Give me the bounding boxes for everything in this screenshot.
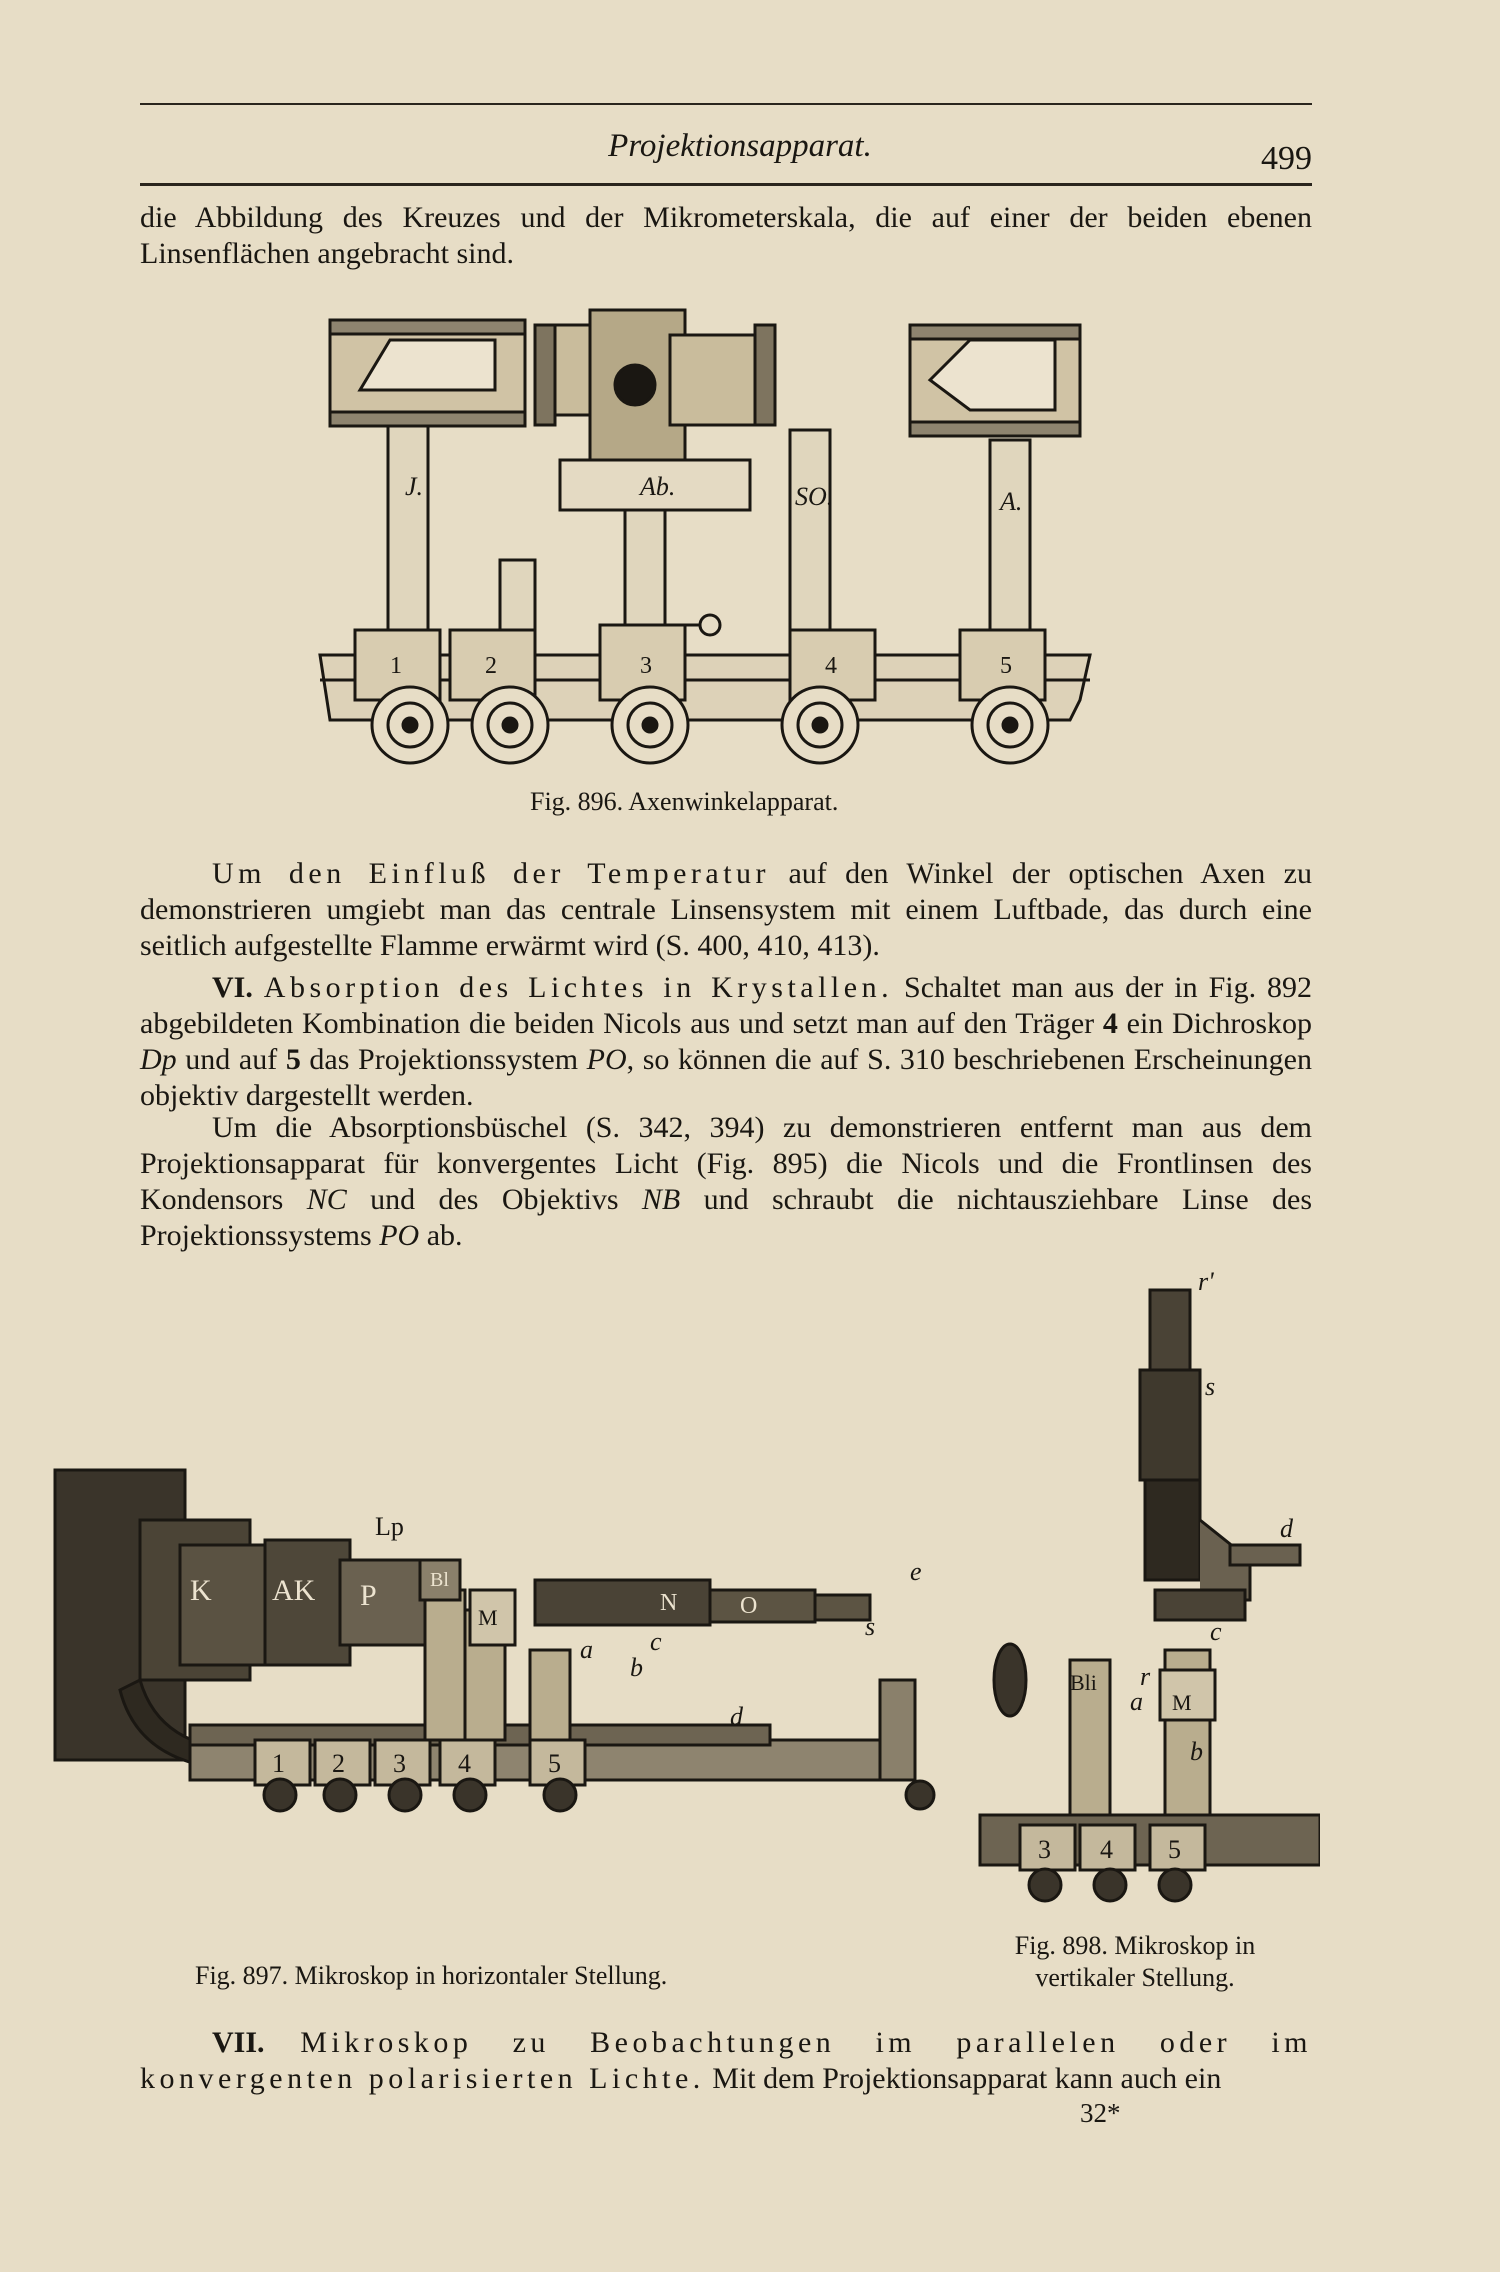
section-vi-text-4: das Projektionssystem — [300, 1043, 587, 1076]
fig897-caption: Fig. 897. Mikroskop in horizontaler Stellung. — [195, 1961, 668, 1990]
fig896-carriage-4: 4 — [825, 653, 837, 679]
fig898-label-m: M — [1172, 1690, 1192, 1715]
fig898-label-d: d — [1280, 1514, 1293, 1543]
fig897-label-c: c — [650, 1627, 662, 1656]
absorption-text-4: ab. — [419, 1219, 463, 1252]
absorption-paragraph — [140, 1110, 1312, 1254]
absorption-text-2: und des Objektivs — [346, 1183, 642, 1216]
temperature-rest: auf den Winkel der optischen Axen zu demonstrieren umgiebt man das centrale Linsensystem mit einem Luftbade, das durch eine seitlich aufgestellte Flamme erwärmt wird (S. 400, 410, 413). — [140, 857, 1312, 962]
fig897-label-o: O — [740, 1593, 758, 1619]
header-bottom-rule — [140, 183, 1312, 186]
fig898-caption-line2: vertikaler Stellung. — [1035, 1963, 1235, 1992]
fig896-carriage-3: 3 — [640, 653, 652, 679]
fig898-label-r: r — [1140, 1662, 1151, 1691]
section-vii-title: Mikroskop zu Beobachtungen im parallelen oder im konvergenten polarisierten Lichte. — [140, 2026, 1313, 2095]
fig897-carriage-1: 1 — [272, 1749, 285, 1778]
absorption-nc: NC — [306, 1183, 347, 1216]
fig897-label-lp: Lp — [375, 1512, 404, 1541]
absorption-po: PO — [379, 1219, 420, 1252]
fig898-label-b: b — [1190, 1737, 1203, 1766]
fig897-carriage-2: 2 — [332, 1749, 345, 1778]
fig897-carriage-3: 3 — [393, 1749, 406, 1778]
fig898-label-bli: Bli — [1070, 1670, 1097, 1695]
fig896-label-j: J. — [405, 472, 424, 501]
fig898-label-r-prime: r' — [1198, 1267, 1214, 1296]
section-vi-text-2: ein Dichroskop — [1117, 1007, 1313, 1040]
fig898-carriage-3: 3 — [1038, 1835, 1051, 1864]
running-head: Projektionsapparat. — [608, 128, 872, 164]
fig897-label-d: d — [730, 1702, 743, 1731]
section-vi-paragraph — [140, 970, 1312, 1114]
fig897-carriage-5: 5 — [548, 1749, 561, 1778]
section-vii-rest: Mit dem Projektionsapparat kann auch ein — [704, 2062, 1222, 2095]
intro-paragraph: die Abbildung des Kreuzes und der Mikrometerskala, die auf einer der beiden ebenen Linsenflächen angebracht sind. — [140, 201, 1312, 270]
fig898-caption — [970, 1930, 1300, 1994]
section-vi-number: VI. — [212, 971, 253, 1004]
absorption-text-3: und schraubt die nichtausziehbare Linse des Projektionssystems — [140, 1183, 1313, 1252]
fig898-label-s: s — [1205, 1372, 1216, 1401]
fig897-label-ak: AK — [272, 1574, 316, 1607]
mikroskop-vertikal-illustration — [960, 1260, 1320, 1910]
section-vi-title: Absorption des Lichtes in Krystallen. — [263, 971, 894, 1004]
section-vi-carrier-5: 5 — [285, 1043, 301, 1076]
figure-898 — [960, 1260, 1320, 1910]
section-vi-carrier-4: 4 — [1102, 1007, 1118, 1040]
mikroskop-horizontal-illustration — [50, 1450, 940, 1830]
fig896-label-so: SO. — [795, 482, 834, 511]
fig897-label-n: N — [660, 1590, 678, 1616]
page-number: 499 — [1261, 140, 1312, 177]
fig898-label-c: c — [1210, 1617, 1222, 1646]
absorption-nb: NB — [641, 1183, 681, 1216]
figure-896 — [310, 280, 1110, 780]
fig897-label-b: b — [630, 1653, 643, 1682]
axenwinkelapparat-illustration — [310, 280, 1110, 780]
temperature-paragraph — [140, 856, 1312, 964]
fig896-label-ab: Ab. — [640, 472, 676, 501]
fig897-label-k: K — [190, 1574, 212, 1607]
section-vi-text-1: Schaltet man aus der in Fig. 892 abgebildeten Kombination die beiden Nicols aus und setzt man auf den Träger — [140, 971, 1313, 1040]
fig896-label-a: A. — [1000, 487, 1023, 516]
fig898-carriage-5: 5 — [1168, 1835, 1181, 1864]
fig897-carriage-4: 4 — [458, 1749, 471, 1778]
header-top-rule — [140, 103, 1312, 105]
fig897-label-m: M — [478, 1605, 498, 1630]
fig897-label-s: s — [865, 1612, 876, 1641]
fig897-label-a: a — [580, 1635, 593, 1664]
fig896-carriage-5: 5 — [1000, 653, 1012, 679]
fig897-label-p: P — [360, 1579, 377, 1612]
fig898-label-a: a — [1130, 1687, 1143, 1716]
fig896-carriage-1: 1 — [390, 653, 402, 679]
fig898-carriage-4: 4 — [1100, 1835, 1113, 1864]
signature-mark: 32* — [1080, 2098, 1121, 2128]
section-vii-paragraph — [140, 2025, 1312, 2097]
fig897-label-e: e — [910, 1557, 922, 1586]
fig896-carriage-2: 2 — [485, 653, 497, 679]
fig898-caption-line1: Fig. 898. Mikroskop in — [1014, 1931, 1256, 1960]
section-vi-dp: Dp — [140, 1043, 177, 1076]
temperature-lead: Um den Einfluß der Temperatur — [212, 857, 771, 890]
fig896-caption: Fig. 896. Axenwinkelapparat. — [530, 787, 839, 816]
section-vii-number: VII. — [212, 2026, 265, 2059]
figure-897 — [50, 1450, 940, 1830]
fig897-label-bl: Bl — [430, 1569, 449, 1591]
absorption-text-1: Um die Absorptionsbüschel (S. 342, 394) zu demonstrieren entfernt man aus dem Projektionsapparat für konvergentes Licht (Fig. 895) die Nicols und die Frontlinsen des Kondensors — [140, 1111, 1312, 1216]
section-vi-po: PO — [586, 1043, 627, 1076]
section-vi-text-3: und auf — [176, 1043, 286, 1076]
section-vi-text-5: , so können die auf S. 310 beschriebenen Erscheinungen objektiv dargestellt werden. — [140, 1043, 1312, 1112]
